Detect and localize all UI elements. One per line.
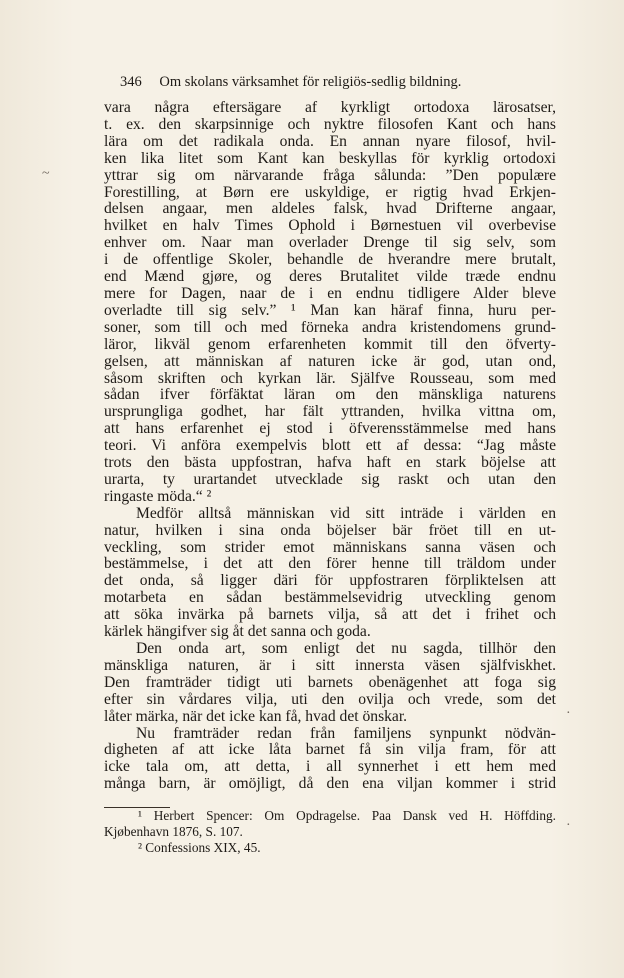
- text-line: digheten af att icke låta barnet få sin vilja fram, för att: [104, 741, 556, 759]
- text-line: natur, hvilken i sina onda böjelser bär fröet till en ut-: [104, 521, 556, 539]
- text-line: motarbeta en sådan bestämmelsevidrig utveckling genom: [104, 589, 556, 607]
- text-line: t. ex. den skarpsinnige och nyktre filosofen Kant och hans: [104, 115, 556, 133]
- text-line: Den onda art, som enligt det nu sagda, tillhör den: [136, 640, 556, 657]
- footnotes: [104, 808, 556, 856]
- text-line: det onda, så ligger däri för uppfostraren förpliktelsen att: [104, 572, 556, 590]
- text-line: vara några eftersägare af kyrkligt ortodoxa lärosatser,: [104, 99, 556, 116]
- text-line: Den framträder tidigt uti barnets obenägenhet att foga sig: [104, 673, 556, 691]
- text-line: läror, likväl genom erfarenheten kommit till den öfverty-: [104, 335, 556, 353]
- text-line: att söka invärka på barnets vilja, så att det i frihet och: [104, 606, 556, 624]
- text-line: soner, som till och med förneka andra kristendomens grund-: [104, 318, 556, 336]
- text-line: att hans erfarenhet ej stod i öfverensstämmelse med hans: [104, 420, 556, 438]
- text-line: sådan ifver förfäktat läran om den mänskliga naturens: [104, 386, 556, 404]
- margin-mark: ·: [566, 706, 571, 721]
- footnote-line: ¹ Herbert Spencer: Om Opdragelse. Paa Dansk ved H. Höffding.: [138, 808, 556, 823]
- footnote-line: ² Confessions XIX, 45.: [138, 840, 261, 855]
- text-line: såsom skriften och kyrkan lär. Själfve Rousseau, som med: [104, 369, 556, 387]
- footnote-line: Kjøbenhavn 1876, S. 107.: [104, 824, 243, 839]
- text-line: lära om det radikala onda. En annan nyare filosof, hvil-: [104, 132, 556, 150]
- text-line: veckling, som strider emot människans sanna väsen och: [104, 538, 556, 556]
- text-line: enhver om. Naar man overlader Drenge til sig selv, som: [104, 234, 556, 252]
- body-text: [104, 100, 556, 793]
- text-line: bestämmelse, i det att den förer henne till träldom under: [104, 555, 556, 573]
- text-line: gelsen, att människan af naturen icke är god, utan ond,: [104, 352, 556, 370]
- text-line: Forestilling, at Børn ere uskyldige, er rigtig hvad Erkjen-: [104, 183, 556, 201]
- text-line: många barn, är omöjligt, då den ena viljan kommer i strid: [104, 775, 556, 793]
- text-line: urarta, ty urartandet utvecklade sig raskt och utan den: [104, 470, 556, 488]
- text-line: mänskliga naturen, är i sitt innersta väsen själfviskhet.: [104, 656, 556, 674]
- margin-mark: ~: [42, 166, 50, 181]
- text-line: teori. Vi anföra exempelvis blott ett af dessa: “Jag måste: [104, 437, 556, 455]
- text-line: Nu framträder redan från familjens synpunkt nödvän-: [136, 724, 556, 742]
- text-line: låter märka, när det icke kan få, hvad det önskar.: [104, 707, 408, 725]
- running-title: Om skolans värksamhet för religiös-sedlig bildning.: [159, 74, 462, 90]
- text-line: ken lika litet som Kant kan beskyllas för kyrklig ortodoxi: [104, 149, 556, 167]
- text-line: efter sin vårdares vilja, uti den ovilja och vrede, som det: [104, 690, 556, 708]
- text-line: ringaste möda.“ ²: [104, 487, 212, 505]
- text-line: i de offentlige Skoler, behandle de hverandre mere brutalt,: [104, 251, 556, 269]
- text-line: kärlek hängifver sig åt det sanna och goda.: [104, 623, 371, 641]
- text-line: end Mænd gjøre, og deres Brutalitet vilde træde endnu: [104, 268, 556, 286]
- running-header: [120, 72, 520, 92]
- text-line: mere for Dagen, naar de i en endnu tidligere Alder bleve: [104, 284, 556, 302]
- text-line: trots den bästa uppfostran, hafva haft en stark böjelse att: [104, 454, 556, 472]
- text-line: Medför alltså människan vid sitt inträde i världen en: [136, 504, 556, 522]
- text-line: overladte till sig selv.” ¹ Man kan häraf finna, huru per-: [104, 301, 556, 319]
- text-line: icke tala om, att detta, i all synnerhet i ett hem med: [104, 758, 556, 776]
- margin-mark: ·: [566, 818, 571, 833]
- text-line: ursprungliga godhet, har fält yttranden, hvilka vittna om,: [104, 403, 556, 421]
- text-line: hvilket en halv Times Ophold i Børnestuen vil overbevise: [104, 217, 556, 235]
- text-line: delsen angaar, men aldeles falsk, hvad Drifterne angaar,: [104, 200, 556, 218]
- text-line: yttrar sig om närvarande fråga sålunda: ”Den populære: [104, 166, 556, 184]
- page-number: 346: [120, 74, 142, 90]
